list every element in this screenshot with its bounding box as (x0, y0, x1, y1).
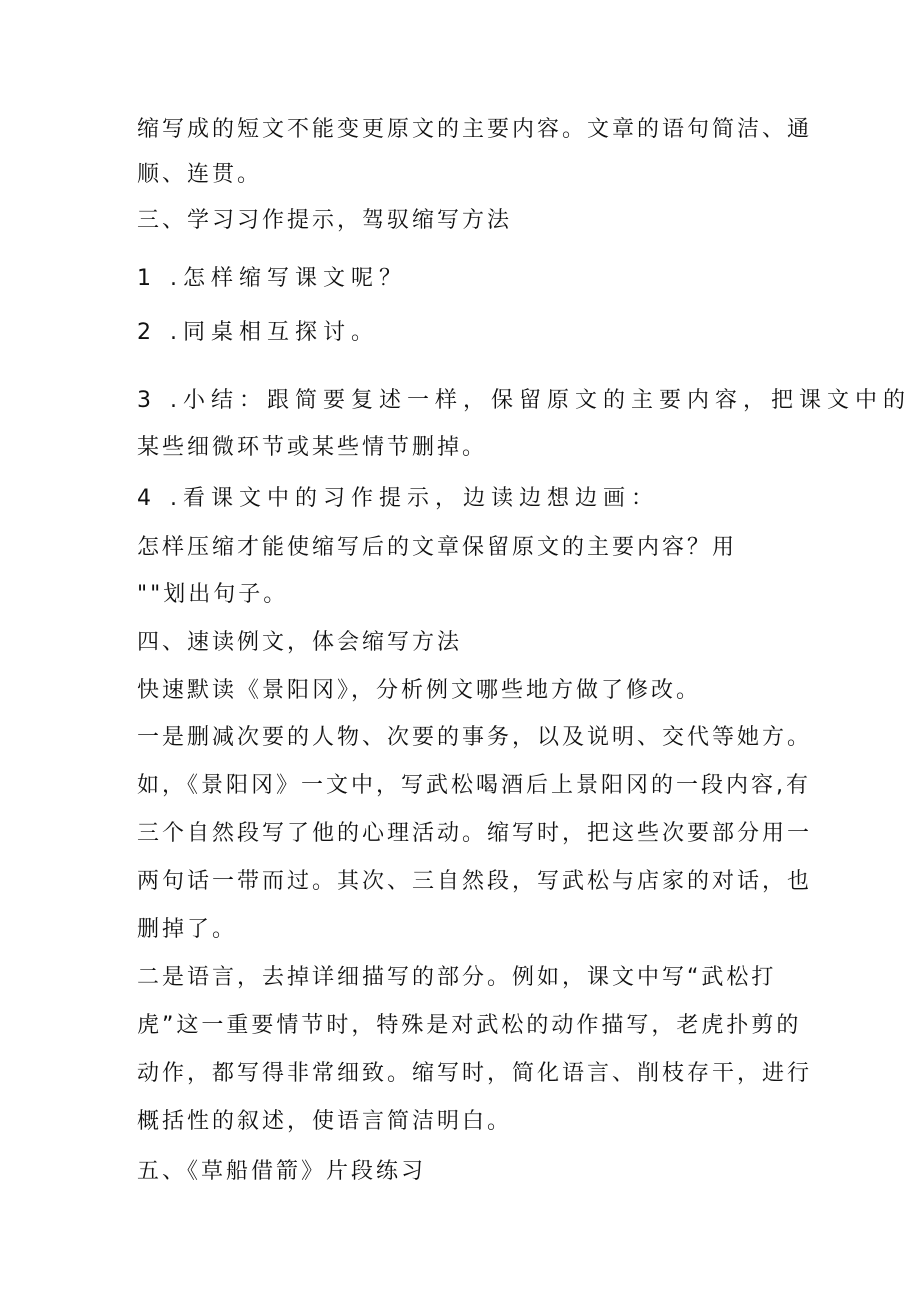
text-line: 快速默读《景阳冈》，分析例文哪些地方做了修改。 (137, 678, 702, 703)
text-line: 一是删减次要的人物、次要的事务，以及说明、交代等她方。 (137, 725, 813, 750)
text-line: 两句话一带而过。其次、三自然段，写武松与店家的对话，也 (137, 869, 813, 894)
section-heading: 四、速读例文，体会缩写方法 (137, 630, 463, 655)
text-line: 虎”这一重要情节时，特殊是对武松的动作描写，老虎扑剪的 (137, 1013, 802, 1038)
text-line: 删掉了。 (137, 917, 238, 942)
list-item: 1 .怎样缩写课文呢？ (137, 266, 407, 291)
list-item: 3 .小结：跟简要复述一样，保留原文的主要内容，把课文中的 (137, 388, 911, 413)
text-line: 动作，都写得非常细致。缩写时，简化语言、削枝存干，进行 (137, 1061, 813, 1086)
text-line: 怎样压缩才能使缩写后的文章保留原文的主要内容？用 (137, 535, 738, 560)
text-line: 顺、连贯。 (137, 162, 263, 187)
section-heading: 三、学习习作提示，驾驭缩写方法 (137, 208, 513, 233)
text-line: 缩写成的短文不能变更原文的主要内容。文章的语句简洁、通 (137, 117, 813, 142)
section-heading: 五、《草船借箭》片段练习 (137, 1159, 427, 1184)
text-line: ""划出句子。 (137, 582, 289, 607)
text-line: 如，《景阳冈》一文中，写武松喝酒后上景阳冈的一段内容,有 (137, 773, 811, 798)
text-line: 三个自然段写了他的心理活动。缩写时，把这些次要部分用一 (137, 821, 813, 846)
text-line: 概括性的叙述，使语言简洁明白。 (137, 1109, 513, 1134)
text-line: 某些细微环节或某些情节删掉。 (137, 435, 488, 460)
list-item: 4 .看课文中的习作提示，边读边想边画： (137, 486, 659, 511)
text-line: 二是语言，去掉详细描写的部分。例如，课文中写“武松打 (137, 965, 777, 990)
list-item: 2 .同桌相互探讨。 (137, 320, 379, 345)
